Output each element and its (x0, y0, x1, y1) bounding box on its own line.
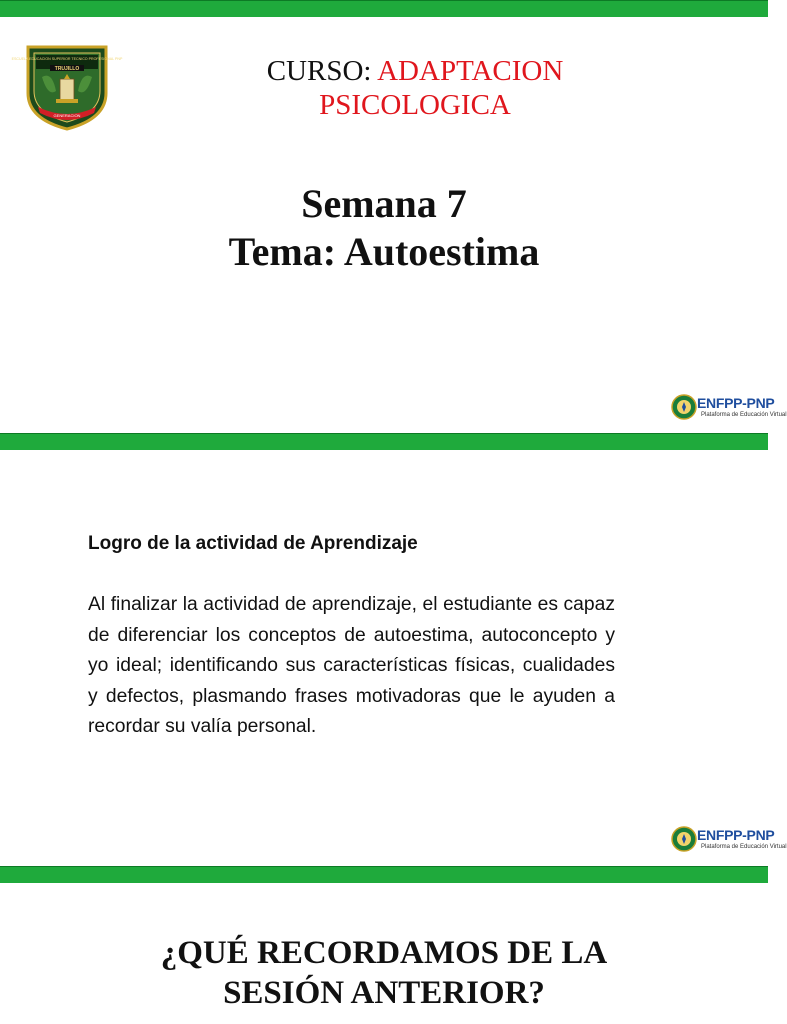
emblem-city: TRUJILLO (54, 66, 80, 72)
emblem-ribbon: GENERACION (53, 113, 81, 118)
review-question-line1: ¿QUÉ RECORDAMOS DE LA (160, 935, 608, 971)
slide-learning-goal (0, 450, 787, 866)
learning-goal-paragraph: Al finalizar la actividad de aprendizaje, el estudiante es capaz de diferenciar los conceptos de autoestima, autoconcepto y yo ideal; identificando sus características físicas, cualidades y defectos, plasmando frases motivadoras que le ayuden a recordar su valía personal. (88, 594, 615, 737)
emblem-text-top: ESCUELA EDUCACION SUPERIOR TECNICO PROFESIONAL PNP (11, 57, 123, 61)
week-title: Semana 7 (301, 181, 467, 226)
enfpp-logo (671, 823, 787, 857)
top-divider-bar (0, 0, 768, 18)
course-title (190, 54, 640, 122)
enfpp-subtitle: Plataforma de Educación Virtual (701, 844, 787, 850)
slide-review-question (0, 883, 768, 1024)
topic-title: Tema: Autoestima (228, 229, 540, 274)
enfpp-subtitle: Plataforma de Educación Virtual (701, 412, 787, 418)
enfpp-seal-icon (671, 826, 697, 852)
enfpp-name: ENFPP-PNP (697, 827, 775, 843)
course-prefix: CURSO: (266, 55, 372, 87)
review-question (0, 933, 768, 1013)
slide-title (0, 17, 787, 432)
course-name-line2: PSICOLOGICA (319, 89, 511, 121)
school-emblem-icon (11, 41, 123, 133)
review-question-line2: SESIÓN ANTERIOR? (223, 975, 545, 1011)
learning-goal-heading: Logro de la actividad de Aprendizaje (88, 533, 418, 554)
course-name-line1: ADAPTACION (377, 55, 564, 87)
enfpp-name: ENFPP-PNP (697, 395, 775, 411)
enfpp-logo (671, 391, 787, 425)
enfpp-seal-icon (671, 394, 697, 420)
